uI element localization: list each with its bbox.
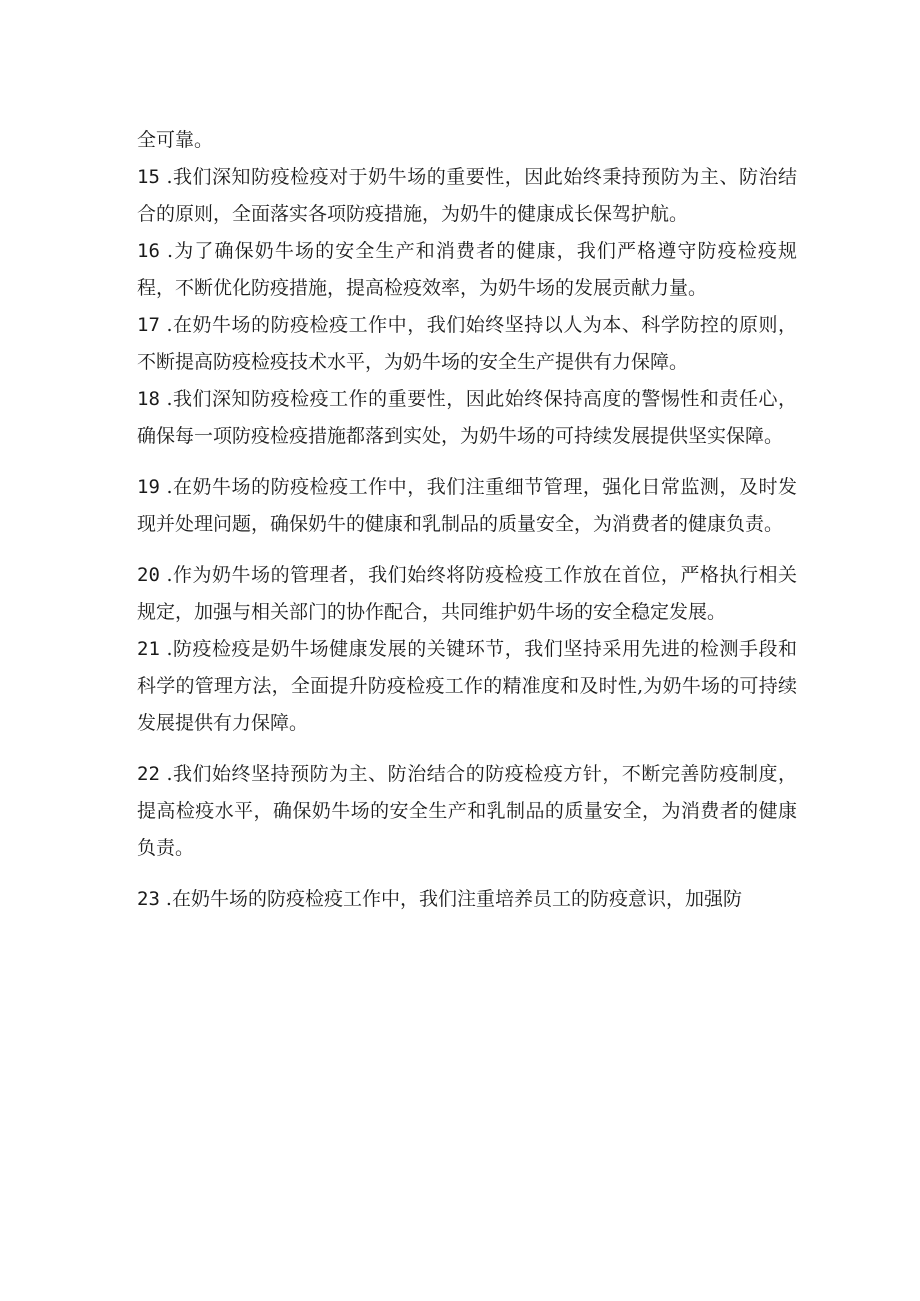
item-separator: . xyxy=(159,888,172,910)
item-number: 15 xyxy=(137,166,160,188)
item-separator: . xyxy=(159,763,173,785)
item-separator: . xyxy=(159,638,173,660)
item-separator: . xyxy=(159,240,174,262)
list-item-17 xyxy=(137,307,797,381)
document-body xyxy=(137,122,797,918)
item-number: 20 xyxy=(137,564,160,586)
list-item-22 xyxy=(137,756,797,867)
list-item-18 xyxy=(137,381,797,455)
item-number: 19 xyxy=(137,476,160,498)
item-text: 作为奶牛场的管理者，我们始终将防疫检疫工作放在首位，严格执行相关规定，加强与相关部门的协作配合，共同维护奶牛场的安全稳定发展。 xyxy=(137,564,797,623)
item-text: 为了确保奶牛场的安全生产和消费者的健康，我们严格遵守防疫检疫规程，不断优化防疫措施，提高检疫效率，为奶牛场的发展贡献力量。 xyxy=(137,240,797,299)
item-number: 21 xyxy=(137,638,160,660)
item-separator: . xyxy=(159,388,173,410)
item-separator: . xyxy=(159,166,173,188)
list-item-20 xyxy=(137,557,797,631)
continued-paragraph xyxy=(137,122,797,159)
item-text: 防疫检疫是奶牛场健康发展的关键环节，我们坚持采用先进的检测手段和科学的管理方法，全面提升防疫检疫工作的精准度和及时性,为奶牛场的可持续发展提供有力保障。 xyxy=(137,638,797,734)
item-number: 17 xyxy=(137,314,160,336)
list-item-16 xyxy=(137,233,797,307)
list-item-19 xyxy=(137,469,797,543)
item-number: 18 xyxy=(137,388,160,410)
item-text: 在奶牛场的防疫检疫工作中，我们注重培养员工的防疫意识，加强防 xyxy=(171,888,742,910)
item-separator: . xyxy=(159,564,173,586)
item-number: 23 xyxy=(137,888,160,910)
continued-text: 全可靠。 xyxy=(137,129,214,151)
item-text: 我们深知防疫检疫对于奶牛场的重要性，因此始终秉持预防为主、防治结合的原则，全面落实各项防疫措施，为奶牛的健康成长保驾护航。 xyxy=(137,166,797,225)
item-text: 我们深知防疫检疫工作的重要性，因此始终保持高度的警惕性和责任心，确保每一项防疫检疫措施都落到实处，为奶牛场的可持续发展提供坚实保障。 xyxy=(137,388,797,447)
item-number: 16 xyxy=(137,240,160,262)
list-item-15 xyxy=(137,159,797,233)
item-text: 在奶牛场的防疫检疫工作中，我们始终坚持以人为本、科学防控的原则，不断提高防疫检疫技术水平，为奶牛场的安全生产提供有力保障。 xyxy=(137,314,797,373)
item-text: 在奶牛场的防疫检疫工作中，我们注重细节管理，强化日常监测，及时发现并处理问题，确保奶牛的健康和乳制品的质量安全，为消费者的健康负责。 xyxy=(137,476,797,535)
item-separator: . xyxy=(159,476,173,498)
list-item-23 xyxy=(137,881,797,918)
item-number: 22 xyxy=(137,763,160,785)
item-separator: . xyxy=(159,314,173,336)
item-text: 我们始终坚持预防为主、防治结合的防疫检疫方针，不断完善防疫制度，提高检疫水平，确保奶牛场的安全生产和乳制品的质量安全，为消费者的健康负责。 xyxy=(137,763,797,859)
list-item-21 xyxy=(137,631,797,742)
